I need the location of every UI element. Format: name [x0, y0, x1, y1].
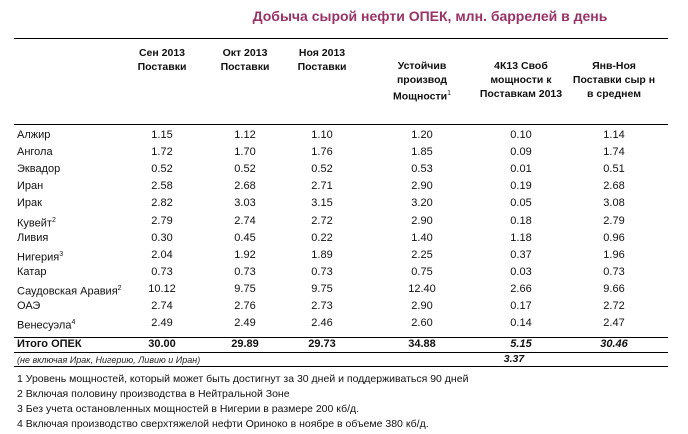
cell-value: 2.47: [603, 317, 625, 330]
column-header-line: Поставкам 2013: [479, 88, 563, 100]
cell-value: 0.75: [411, 265, 433, 278]
footnote-marker: 1: [447, 90, 451, 97]
row-label: Ливия: [17, 231, 49, 244]
row-label: Эквадор: [17, 163, 61, 176]
cell-value: 2.58: [151, 180, 173, 193]
footnote: 3 Без учета остановленных мощностей в Нигерии в размере 200 кб/д.: [17, 403, 360, 415]
cell-value: 3.20: [411, 197, 433, 210]
cell-value: 5.15: [510, 338, 532, 350]
column-header: [282, 46, 362, 74]
cell-value: 3.15: [311, 197, 333, 210]
column-header-line: Поставки: [137, 61, 187, 73]
footnote-marker: 3: [59, 250, 64, 258]
cell-value: 1.89: [311, 248, 333, 261]
header-bottom-rule: [14, 124, 668, 125]
cell-value: 3.03: [234, 197, 256, 210]
cell-value: 29.73: [308, 338, 336, 350]
cell-value: 2.72: [603, 300, 625, 312]
cell-value: 0.19: [510, 180, 532, 193]
total-bottom-rule: [14, 352, 668, 353]
cell-value: 30.00: [148, 338, 176, 350]
cell-value: 0.51: [603, 163, 625, 176]
cell-value: 2.71: [311, 180, 333, 193]
cell-value: 0.01: [510, 163, 532, 176]
row-label: Итого ОПЕК: [17, 338, 82, 350]
row-label: Катар: [17, 265, 47, 278]
cell-value: 9.75: [311, 282, 333, 295]
cell-value: 0.22: [311, 231, 333, 244]
column-header: [469, 59, 573, 101]
footnote-marker: 2: [51, 216, 56, 224]
cell-value: 1.14: [603, 129, 625, 141]
total-values: [0, 335, 688, 353]
cell-value: 0.05: [510, 197, 532, 210]
cell-value: 9.75: [234, 282, 256, 295]
column-header-line: Мощности$^1$: [393, 90, 451, 103]
cell-value: 1.18: [510, 231, 532, 244]
column-header: [564, 59, 664, 101]
column-header-line: 4К13 Своб: [494, 60, 548, 72]
footnote: 2 Включая половину производства в Нейтральной Зоне: [17, 388, 290, 400]
cell-value: 0.18: [510, 214, 532, 227]
cell-value: 0.73: [151, 265, 173, 278]
table-row: [0, 280, 688, 298]
cell-value: 1.70: [234, 146, 256, 159]
cell-value: 29.89: [231, 338, 259, 350]
column-header-line: Поставки сыр н: [572, 74, 656, 86]
cell-value: 0.52: [151, 163, 173, 176]
footnote-marker: 4: [71, 319, 76, 327]
column-header: [122, 46, 202, 74]
cell-value: 2.90: [411, 180, 433, 193]
row-label: Венесуэла$^4$: [17, 319, 76, 332]
cell-value: 2.60: [411, 317, 433, 330]
cell-value: 1.15: [151, 129, 173, 141]
cell-value: 30.46: [600, 338, 628, 350]
cell-value: 2.66: [510, 282, 532, 295]
table-row: [0, 229, 688, 247]
row-label: Ирак: [17, 197, 42, 210]
footnote: 1 Уровень мощностей, который может быть достигнут за 30 дней и поддерживаться 90 дней: [17, 373, 469, 385]
cell-value: 1.74: [603, 146, 625, 159]
column-header-line: производ: [396, 74, 448, 86]
cell-value: 1.72: [151, 146, 173, 159]
column-header-line: Янв-Ноя: [592, 60, 636, 72]
column-header-line: Поставки: [220, 61, 270, 73]
cell-value: 2.76: [234, 300, 256, 312]
cell-value: 0.52: [234, 163, 256, 176]
cell-value: 1.85: [411, 146, 433, 159]
cell-value: 2.79: [151, 214, 173, 227]
cell-value: 2.90: [411, 300, 433, 312]
table-row: [0, 126, 688, 144]
sub-value: 3.37: [503, 353, 525, 365]
cell-value: 9.66: [603, 282, 625, 295]
column-header-line: Сен 2013: [138, 47, 186, 59]
cell-value: 34.88: [408, 338, 436, 350]
row-label: ОАЭ: [17, 300, 41, 312]
column-header: [205, 46, 285, 74]
footnote-marker: 2: [117, 284, 122, 292]
cell-value: 0.10: [510, 129, 532, 141]
cell-value: 2.90: [411, 214, 433, 227]
cell-value: 1.20: [411, 129, 433, 141]
cell-value: 1.40: [411, 231, 433, 244]
cell-value: 1.12: [234, 129, 256, 141]
cell-value: 1.10: [311, 129, 333, 141]
cell-value: 0.45: [234, 231, 256, 244]
cell-value: 0.30: [151, 231, 173, 244]
cell-value: 3.08: [603, 197, 625, 210]
cell-value: 0.37: [510, 248, 532, 261]
cell-value: 2.82: [151, 197, 173, 210]
column-header-line: Ноя 2013: [298, 47, 346, 59]
cell-value: 1.92: [234, 248, 256, 261]
row-label: Кувейт$^2$: [17, 216, 56, 230]
column-header-line: мощности к: [490, 74, 552, 86]
column-header-line: в среднем: [587, 88, 641, 100]
cell-value: 2.68: [603, 180, 625, 193]
cell-value: 2.74: [234, 214, 256, 227]
cell-value: 0.73: [311, 265, 333, 278]
cell-value: 1.96: [603, 248, 625, 261]
page-title: Добыча сырой нефти ОПЕК, млн. баррелей в день: [252, 8, 608, 24]
table-row: [0, 177, 688, 195]
cell-value: 0.53: [411, 163, 433, 176]
cell-value: 0.14: [510, 317, 532, 330]
cell-value: 0.03: [510, 265, 532, 278]
column-header: [374, 59, 470, 104]
cell-value: 10.12: [148, 282, 176, 295]
table-row: [0, 143, 688, 161]
row-label: Ангола: [17, 146, 53, 159]
column-header-line: Устойчив: [397, 60, 447, 72]
table-row: [0, 246, 688, 264]
cell-value: 2.74: [151, 300, 173, 312]
row-label: Иран: [17, 180, 44, 193]
cell-value: 0.73: [234, 265, 256, 278]
header-top-rule: [14, 38, 668, 39]
table-row: [0, 160, 688, 178]
sub-note: (не включая Ирак, Нигерию, Ливию и Иран): [17, 355, 201, 365]
cell-value: 2.04: [151, 248, 173, 261]
cell-value: 2.73: [311, 300, 333, 312]
table-row: [0, 263, 688, 281]
cell-value: 0.96: [603, 231, 625, 244]
cell-value: 2.25: [411, 248, 433, 261]
table-row: [0, 297, 688, 315]
cell-value: 0.52: [311, 163, 333, 176]
row-label: Алжир: [17, 129, 51, 141]
cell-value: 1.76: [311, 146, 333, 159]
row-label: Саудовская Аравия$^2$: [17, 284, 122, 298]
cell-value: 12.40: [408, 282, 436, 295]
cell-value: 2.46: [311, 317, 333, 330]
cell-value: 2.68: [234, 180, 256, 193]
cell-value: 0.17: [510, 300, 532, 312]
cell-value: 2.49: [234, 317, 256, 330]
table-row: [0, 314, 688, 332]
table-row: [0, 194, 688, 212]
row-label: Нигерия$^3$: [17, 250, 64, 264]
footnotes-top-rule: [14, 366, 668, 367]
cell-value: 0.09: [510, 146, 532, 159]
cell-value: 2.72: [311, 214, 333, 227]
column-header-line: Поставки: [297, 61, 347, 73]
cell-value: 2.79: [603, 214, 625, 227]
cell-value: 2.49: [151, 317, 173, 330]
column-header-line: Окт 2013: [222, 47, 268, 59]
footnote: 4 Включая производство сверхтяжелой нефти Ориноко в ноябре в объеме 380 кб/д.: [17, 418, 429, 430]
cell-value: 0.73: [603, 265, 625, 278]
table-row: [0, 212, 688, 230]
